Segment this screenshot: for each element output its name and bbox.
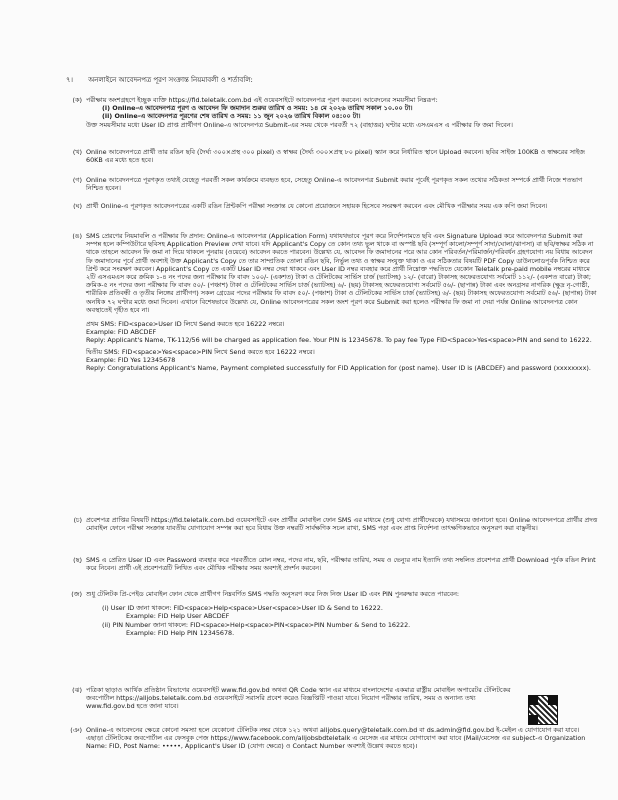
- rule-umo: [72, 232, 598, 373]
- rule-jha-text: পত্রিকা ছাড়াও আর্থিক প্রতিষ্ঠান বিভাগের ওয়েবসাইট www.fid.gov.bd অথবা QR Code স্ক্যান এর মাধ্যমে বাংলাদেশের একমাত্র রাষ্ট্রীয় মোবাইল অপারেটর টেলিটকের জবপোর্টাল https://alljobs.teletalk.com.bd ওয়েবসাইটে সরাসরি প্রবেশ করেও বিজ্ঞপ্তিটি পাওয়া যাবে। নিয়োগ পরীক্ষার তারিখ, সময় ও অন্যান্য তথ্য www.fid.gov.bd হতে জানা যাবে।: [86, 686, 511, 711]
- second-sms: দ্বিতীয় SMS: FID<space>Yes<space>PIN লিখে Send করতে হবে 16222 নম্বরে।: [86, 347, 315, 356]
- item-label: (ঘ): [73, 202, 82, 210]
- rule-ka: [72, 96, 598, 129]
- rule-nya-text: Online-এ আবেদনের ক্ষেত্রে কোনো সমস্যা হলে যেকোনো টেলিটক নম্বর থেকে ১২১ অথবা alljobs.query@teletalk.com.bd বা ds.admin@fid.gov.bd ই-মেইল এ যোগাযোগ করা যাবে। এছাড়া টেলিটকের জবপোর্টাল এর ফেসবুক পেজ https://www.facebook.com/alljobsbdteletalk এ মেসেজ এর মাধ্যমে যোগাযোগ করা যাবে (Mail/মেসেজ এর subject-এ Organization Name: FID, Post Name: •••••, Applicant's User ID (যোগ্য ক্ষেত্রে) ও Contact Number অবশ্যই উল্লেখ করতে হবে)।: [86, 726, 586, 751]
- recover-user-id-example: Example: FID Help PIN 12345678.: [126, 628, 235, 637]
- rule-gha: [73, 202, 598, 210]
- recover-pin-example: Example: FID Help User ABCDEF: [126, 612, 230, 621]
- rule-kha: [72, 148, 598, 165]
- item-label: (ছ): [73, 556, 82, 564]
- rule-chha: [73, 556, 598, 573]
- rule-ga-text: Online আবেদনপত্রে পূরণকৃত তথ্যই যেহেতু পরবর্তী সকল কার্যক্রমে ব্যবহৃত হবে, সেহেতু Online-এ আবেদনপত্র Submit করার পূর্বেই পূরণকৃত সকল তথ্যের সঠিকতা সম্পর্কে প্রার্থী নিজে শতভাগ নিশ্চিত হবেন।: [86, 176, 583, 193]
- item-label: (ঙ): [72, 232, 82, 240]
- recover-pin: (i) User ID জানা থাকলে: FID<space>Help<space>User<space>User ID & Send to 16222.: [102, 604, 383, 613]
- item-label: (ঞ): [70, 726, 82, 734]
- application-start: (i) Online-এ আবেদনপত্র পূরণ ও আবেদন ফি জমাদান শুরুর তারিখ ও সময়: ১৪ মে ২০২৬ তারিখ সকাল ১০.০০ টা।: [102, 104, 413, 113]
- rule-nya: [70, 726, 598, 751]
- second-sms-reply: Reply: Congratulations Applicant's Name, Payment completed successfully for FID Application for (post name). User ID is (ABCDEF) and password (xxxxxxxx).: [86, 364, 591, 373]
- rule-cha-text: প্রবেশপত্র প্রাপ্তির বিষয়টি https://fid.teletalk.com.bd ওয়েবসাইটে এবং প্রার্থীর মোবাইল ফোন SMS এর মাধ্যমে (শুধু যোগ্য প্রার্থীদেরকে) যথাসময়ে জানানো হবে। Online আবেদনপত্রে প্রার্থীর প্রদত্ত মোবাইল ফোনে পরীক্ষা সংক্রান্ত যাবতীয় যোগাযোগ সম্পন্ন করা হবে বিধায় উক্ত নম্বরটি সার্বক্ষণিক সচল রাখা, SMS পড়া এবং প্রাপ্ত নির্দেশনা তাৎক্ষণিকভাবে অনুসরণ করা বাঞ্ছনীয়।: [86, 516, 598, 533]
- rule-chha-text: SMS এ প্রেরিত User ID এবং Password ব্যবহার করে পরবর্তীতে রোল নম্বর, পদের নাম, ছবি, পরীক্ষার তারিখ, সময় ও ভেন্যুর নাম ইত্যাদি তথ্য সম্বলিত প্রবেশপত্র প্রার্থী Download পূর্বক রঙিন Print করে নিবেন। প্রার্থী এই প্রবেশপত্রটি লিখিত এবং মৌখিক পরীক্ষার সময় অবশ্যই প্রদর্শন করবেন।: [86, 556, 596, 573]
- rule-kha-text: Online আবেদনপত্রে প্রার্থী তার রঙিন ছবি (দৈর্ঘ্য ৩০০×প্রস্থ ৩০০ pixel) ও স্বাক্ষর (দৈর্ঘ্য ৩০০×প্রস্থ ৮০ pixel) স্ক্যান করে নির্ধারিত স্থানে Upload করবেন। ছবির সাইজ 100KB ও স্বাক্ষরের সাইজ 60KB এর মধ্যে হতে হবে।: [86, 148, 585, 165]
- sms-rules-paragraph: SMS প্রেরণের নিয়মাবলি ও পরীক্ষার ফি প্রদান: Online-এ আবেদনপত্র (Application Form) যথাযথভাবে পূরণ করে নির্দেশনামতে ছবি এবং Signature Upload করে আবেদনপত্র Submit করা সম্পন্ন হলে কম্পিউটারে ছবিসহ Application Preview দেখা যাবে। যদি Applicant's Copy তে কোন তথ্য ভুল থাকে বা অস্পষ্ট ছবি (সম্পূর্ণ কালো/সম্পূর্ণ সাদা/ঘোলা/ঝাপসা) বা ছবি/স্বাক্ষর সঠিক না থাকে তাহলে আবেদন ফি জমা না দিয়ে থাকলে পুনরায় (ওয়েবে) আবেদন করতে পারবেন। উল্লেখ্য যে, আবেদন ফি জমাদানের পরে আর কোন পরিবর্তন/পরিমার্জন/পরিবর্ধন গ্রহণযোগ্য নয় বিধায় আবেদন ফি জমাদানের পূর্বে প্রার্থী অবশ্যই উক্ত Applicant's Copy তে তার সাম্প্রতিক তোলা রঙিন ছবি, নির্ভুল তথ্য ও স্বাক্ষর সংযুক্ত থাকা ও এর সঠিকতার বিষয়টি PDF Copy ডাউনলোডপূর্বক নিশ্চিত করে প্রিন্ট করে সংরক্ষণ করবেন। Applicant's Copy তে একটি User ID নম্বর দেয়া থাকবে এবং User ID নম্বর ব্যবহার করে প্রার্থী নিম্নোক্ত পদ্ধতিতে যেকোন Teletalk pre-paid mobile নম্বরের মাধ্যমে ২টি এসএমএস করে ক্রমিক ১-৪ নং পদের জন্য পরীক্ষার ফি বাবদ ১০০/- (একশত) টাকা ও টেলিটকের সার্ভিস চার্জ (ভ্যাটসহ) ১২/- (বারো) টাকাসহ অফেরতযোগ্য সর্বমোট ১১২/- (একশত বারো) টাকা; ক্রমিক-৫ নং পদের জন্য পরীক্ষার ফি বাবদ ৫০/- (পঞ্চাশ) টাকা ও টেলিটকের সার্ভিস চার্জ (ভ্যাটসহ) ৬/- (ছয়) টাকাসহ অফেরতযোগ্য সর্বমোট ৫৬/- (ছাপান্ন) টাকা এবং অনগ্রসর নাগরিক (ক্ষুদ্র নৃ-গোষ্ঠী, শারীরিক প্রতিবন্ধী ও তৃতীয় লিঙ্গের প্রার্থীগণ) সকল গ্রেডের পদের পরীক্ষার ফি বাবদ ৫০/- (পঞ্চাশ) টাকা ও টেলিটকের সার্ভিস চার্জ (ভ্যাটসহ) ৬/- (ছয়) টাকাসহ অফেরতযোগ্য সর্বমোট ৫৬/- (ছাপান্ন) টাকা অনধিক ৭২ ঘণ্টার মধ্যে জমা দিবেন। এখানে বিশেষভাবে উল্লেখ্য যে, Online আবেদনপত্রের সকল অংশ পূরণ করে Submit করা হলেও পরীক্ষার ফি জমা না দেয়া পর্যন্ত Online আবেদনপত্র কোন অবস্থাতেই গৃহীত হবে না।: [86, 232, 597, 314]
- item-label: (খ): [72, 148, 82, 156]
- first-sms-reply: Reply: Applicant's Name, TK-112/56 will be charged as application fee. Your PIN is 12345678. To pay fee Type FID<Space>Yes<space>PIN and send to 16222.: [86, 336, 592, 345]
- first-sms-example: Example: FID ABCDEF: [86, 328, 157, 337]
- section-number: ৭।: [66, 76, 74, 84]
- item-label: (চ): [73, 516, 82, 524]
- section-title: অনলাইনে আবেদনপত্র পূরণ সংক্রান্ত নিয়মাবলী ও শর্তাবলি:: [88, 76, 253, 84]
- rule-ka-intro: পরীক্ষায় অংশগ্রহণে ইচ্ছুক ব্যক্তি https://fid.teletalk.com.bd এই ওয়েবসাইটে আবেদনপত্র পূরণ করবেন। আবেদনের সময়সীমা নিম্নরূপ:: [86, 96, 438, 104]
- item-label: (ক): [72, 96, 82, 104]
- rule-ka-note: উক্ত সময়সীমার মধ্যে User ID প্রাপ্ত প্রার্থীগণ Online-এ আবেদনপত্র Submit-এর সময় থেকে পরবর্তী ৭২ (বাহাত্তর) ঘণ্টার মধ্যে এসএমএস এ পরীক্ষার ফি জমা দিবেন।: [86, 120, 513, 129]
- item-label: (ঝ): [72, 686, 82, 694]
- recovery-intro: শুধু টেলিটক প্রি-পেইড মোবাইল ফোন থেকে প্রার্থীগণ নিম্নবর্ণিত SMS পদ্ধতি অনুসরণ করে নিজ নিজ User ID এবং PIN পুনরুদ্ধার করতে পারবেন:: [86, 590, 460, 598]
- second-sms-example: Example: FID Yes 12345678: [86, 355, 176, 364]
- qr-code-icon[interactable]: [528, 695, 558, 725]
- item-label: (জ): [71, 590, 82, 598]
- rule-ja: [71, 590, 598, 637]
- first-sms: প্রথম SMS: FID<space>User ID লিখে Send করতে হবে 16222 নম্বরে।: [86, 320, 285, 329]
- rule-gha-text: প্রার্থী Online-এ পূরণকৃত আবেদনপত্রের একটি রঙিন প্রিন্টকপি পরীক্ষা সংক্রান্ত যে কোনো প্রয়োজনে সহায়ক হিসেবে সংরক্ষণ করবেন এবং মৌখিক পরীক্ষার সময় এক কপি জমা দিবেন।: [86, 202, 548, 210]
- recover-user-id: (ii) PIN Number জানা থাকলে: FID<space>Help<space>PIN<space>PIN Number & Send to 16222.: [102, 620, 411, 629]
- application-deadline: (ii) Online-এ আবেদনপত্র পূরণের শেষ তারিখ ও সময়: ১১ জুন ২০২৬ তারিখ বিকাল ০৪:০০ টা।: [102, 112, 361, 121]
- rule-jha: [72, 686, 522, 711]
- item-label: (গ): [72, 176, 82, 184]
- rule-cha: [73, 516, 598, 533]
- rule-ga: [72, 176, 598, 193]
- section-heading: [66, 76, 596, 84]
